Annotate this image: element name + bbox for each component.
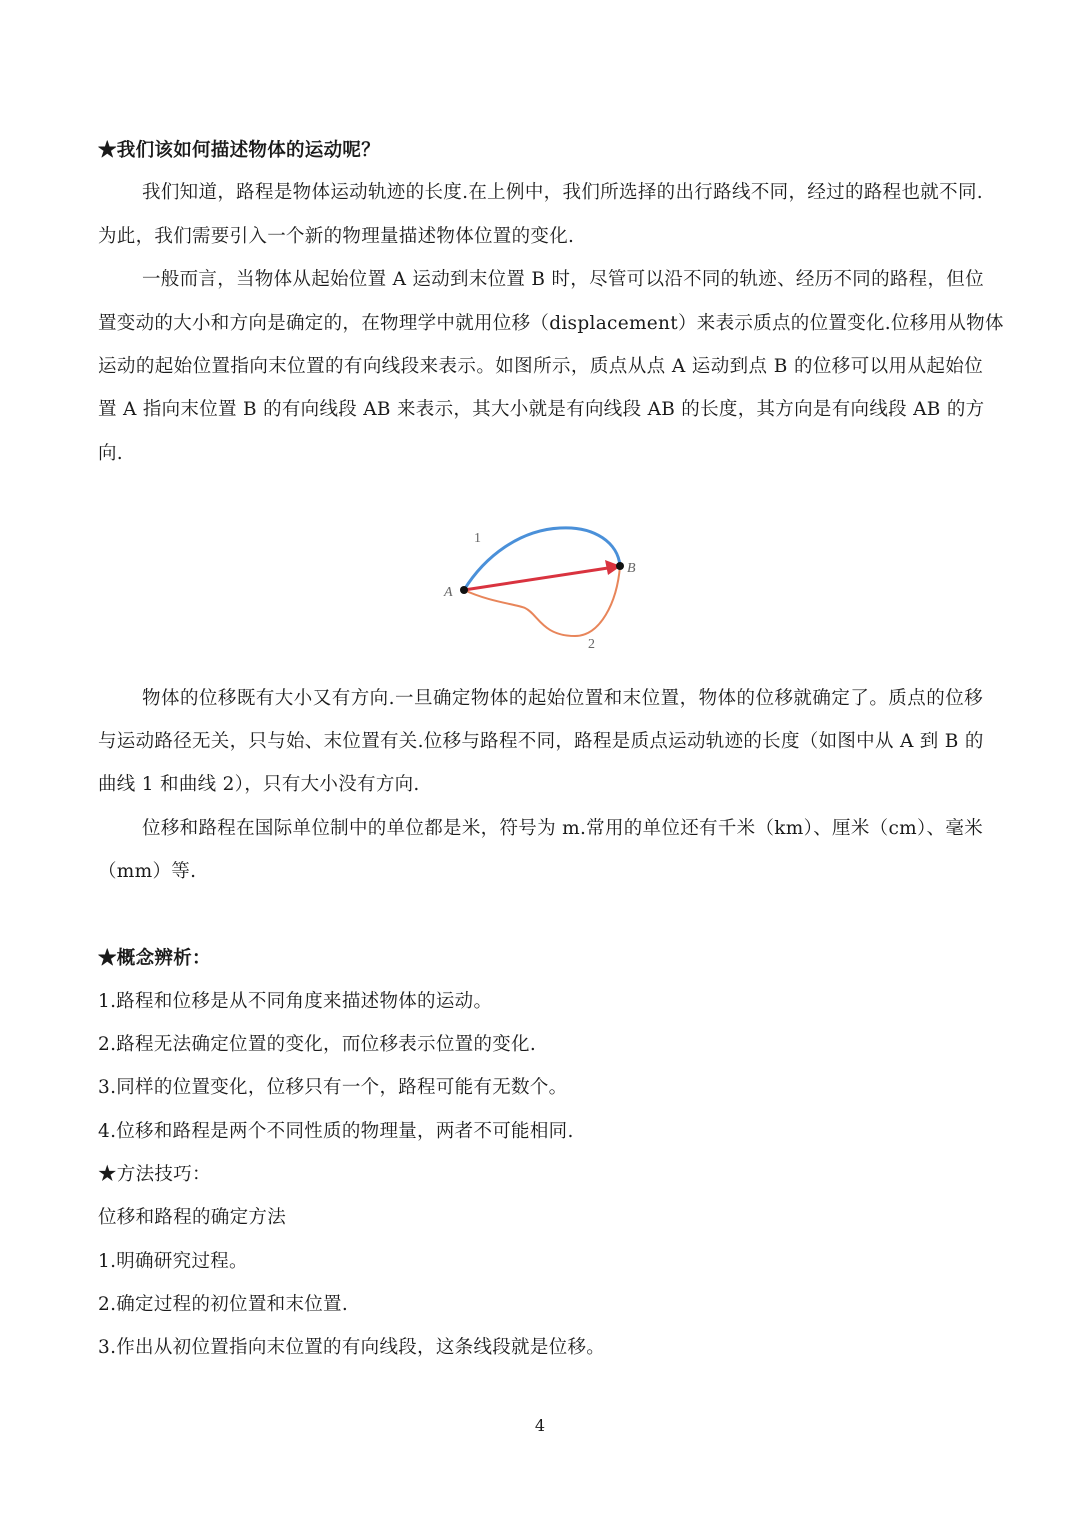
paragraph-line: 曲线 1 和曲线 2），只有大小没有方向. — [98, 774, 420, 795]
paragraph-line: 运动的起始位置指向末位置的有向线段来表示。如图所示，质点从点 A 运动到点 B 的位移可以用从起始位 — [98, 356, 983, 377]
paragraph-line: （mm）等. — [98, 861, 197, 882]
list-item: 1.路程和位移是从不同角度来描述物体的运动。 — [98, 991, 493, 1012]
list-item: 1.明确研究过程。 — [98, 1251, 248, 1272]
list-item: 4.位移和路程是两个不同性质的物理量，两者不可能相同. — [98, 1121, 574, 1142]
curve-2-path — [464, 566, 620, 636]
label-curve-2: 2 — [588, 637, 595, 652]
method-title: 位移和路程的确定方法 — [98, 1207, 287, 1228]
label-b: B — [627, 561, 636, 576]
displacement-figure — [430, 518, 650, 658]
list-item: 2.路程无法确定位置的变化，而位移表示位置的变化. — [98, 1034, 537, 1055]
section-heading-methods: ★方法技巧： — [98, 1164, 211, 1185]
list-item: 2.确定过程的初位置和末位置. — [98, 1294, 349, 1315]
paragraph-line: 置 A 指向末位置 B 的有向线段 AB 来表示，其大小就是有向线段 AB 的长度，其方向是有向线段 AB 的方 — [98, 399, 985, 420]
paragraph-line: 物体的位移既有大小又有方向.一旦确定物体的起始位置和末位置，物体的位移就确定了。质点的位移 — [142, 688, 983, 709]
paragraph-line: 我们知道，路程是物体运动轨迹的长度.在上例中，我们所选择的出行路线不同，经过的路程也就不同. — [142, 182, 983, 203]
page-number: 4 — [534, 1416, 546, 1435]
label-curve-1: 1 — [474, 531, 481, 546]
list-item: 3.同样的位置变化，位移只有一个，路程可能有无数个。 — [98, 1077, 568, 1098]
curve-1-path — [464, 528, 620, 590]
paragraph-line: 一般而言，当物体从起始位置 A 运动到末位置 B 时，尽管可以沿不同的轨迹、经历不同的路程，但位 — [142, 269, 984, 290]
section-heading-describe-motion: ★我们该如何描述物体的运动呢？ — [98, 140, 381, 161]
point-b — [616, 562, 624, 570]
displacement-arrow — [464, 568, 608, 590]
paragraph-line: 置变动的大小和方向是确定的，在物理学中就用位移（displacement）来表示质点的位置变化.位移用从物体 — [98, 313, 1004, 334]
paragraph-line: 与运动路径无关，只与始、末位置有关.位移与路程不同，路程是质点运动轨迹的长度（如图中从 A 到 B 的 — [98, 731, 984, 752]
point-a — [460, 586, 468, 594]
paragraph-line: 向. — [98, 443, 123, 464]
list-item: 3.作出从初位置指向末位置的有向线段，这条线段就是位移。 — [98, 1337, 606, 1358]
section-heading-concepts: ★概念辨析： — [98, 948, 211, 969]
paragraph-line: 为此，我们需要引入一个新的物理量描述物体位置的变化. — [98, 226, 575, 247]
label-a: A — [444, 585, 453, 600]
paragraph-line: 位移和路程在国际单位制中的单位都是米，符号为 m.常用的单位还有千米（km）、厘米（cm）、毫米 — [142, 818, 983, 839]
